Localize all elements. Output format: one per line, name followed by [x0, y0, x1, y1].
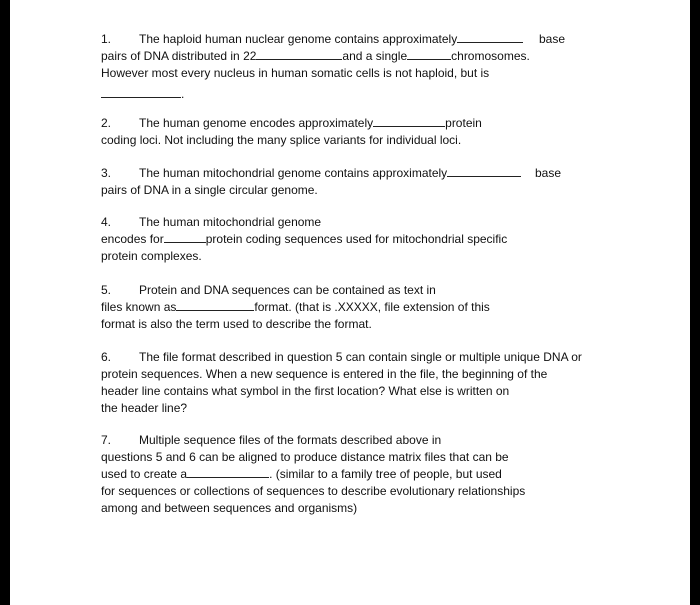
- question-text: used to create a: [101, 467, 188, 481]
- question-text: protein sequences. When a new sequence is entered in the file, the beginning of the: [101, 367, 548, 381]
- question-text: format. (that is .XXXXX, file extension of this: [254, 300, 490, 314]
- question-text: header line contains what symbol in the first location? What else is written on: [101, 384, 510, 398]
- answer-blank[interactable]: [176, 299, 254, 311]
- question-6: [101, 349, 582, 417]
- answer-blank[interactable]: [447, 165, 521, 177]
- question-text: coding loci. Not including the many splice variants for individual loci.: [101, 133, 462, 147]
- worksheet-page: [10, 0, 690, 605]
- question-5: [101, 282, 490, 333]
- question-text: The human genome encodes approximately: [139, 116, 374, 130]
- right-black-edge: [690, 0, 700, 605]
- question-text: Multiple sequence files of the formats described above in: [139, 433, 442, 447]
- question-text: However most every nucleus in human somatic cells is not haploid, but is: [101, 66, 490, 80]
- answer-blank[interactable]: [407, 48, 451, 60]
- question-text: files known as: [101, 300, 177, 314]
- answer-blank[interactable]: [164, 231, 206, 243]
- question-text: encodes for: [101, 232, 164, 246]
- question-text: The human mitochondrial genome: [139, 215, 322, 229]
- question-3: [101, 165, 521, 199]
- question-text: pairs of DNA in a single circular genome.: [101, 183, 318, 197]
- question-number: 6.: [101, 350, 112, 364]
- question-text: The file format described in question 5 can contain single or multiple unique DNA or: [139, 350, 582, 364]
- answer-blank[interactable]: [373, 115, 445, 127]
- question-text: protein: [445, 116, 482, 130]
- question-text: The haploid human nuclear genome contains approximately: [139, 32, 458, 46]
- question-text: format is also the term used to describe the format.: [101, 317, 372, 331]
- question-number: 4.: [101, 215, 112, 229]
- question-number: 2.: [101, 116, 112, 130]
- question-number: 7.: [101, 433, 112, 447]
- question-text: The human mitochondrial genome contains approximately: [139, 166, 448, 180]
- question-text: base: [535, 166, 562, 180]
- question-7: [101, 432, 525, 517]
- answer-blank[interactable]: [101, 86, 181, 98]
- question-number: 1.: [101, 32, 112, 46]
- question-text: base: [539, 32, 566, 46]
- question-text: the header line?: [101, 401, 188, 415]
- question-text: questions 5 and 6 can be aligned to produce distance matrix files that can be: [101, 450, 509, 464]
- question-text: . (similar to a family tree of people, but used: [269, 467, 502, 481]
- answer-blank[interactable]: [256, 48, 342, 60]
- question-text: Protein and DNA sequences can be contained as text in: [139, 283, 436, 297]
- question-text: pairs of DNA distributed in 22: [101, 49, 257, 63]
- answer-blank[interactable]: [457, 31, 523, 43]
- question-text: and a single: [342, 49, 408, 63]
- question-4: [101, 214, 507, 265]
- answer-blank[interactable]: [187, 466, 269, 478]
- question-text: for sequences or collections of sequences to describe evolutionary relationships: [101, 484, 526, 498]
- question-text: .: [181, 87, 185, 101]
- question-number: 5.: [101, 283, 112, 297]
- left-black-edge: [0, 0, 10, 605]
- question-1: [101, 31, 530, 103]
- question-2: [101, 115, 482, 149]
- question-text: among and between sequences and organisms): [101, 501, 358, 515]
- question-text: protein coding sequences used for mitochondrial specific: [205, 232, 508, 246]
- question-text: protein complexes.: [101, 249, 202, 263]
- question-number: 3.: [101, 166, 112, 180]
- question-text: chromosomes.: [451, 49, 530, 63]
